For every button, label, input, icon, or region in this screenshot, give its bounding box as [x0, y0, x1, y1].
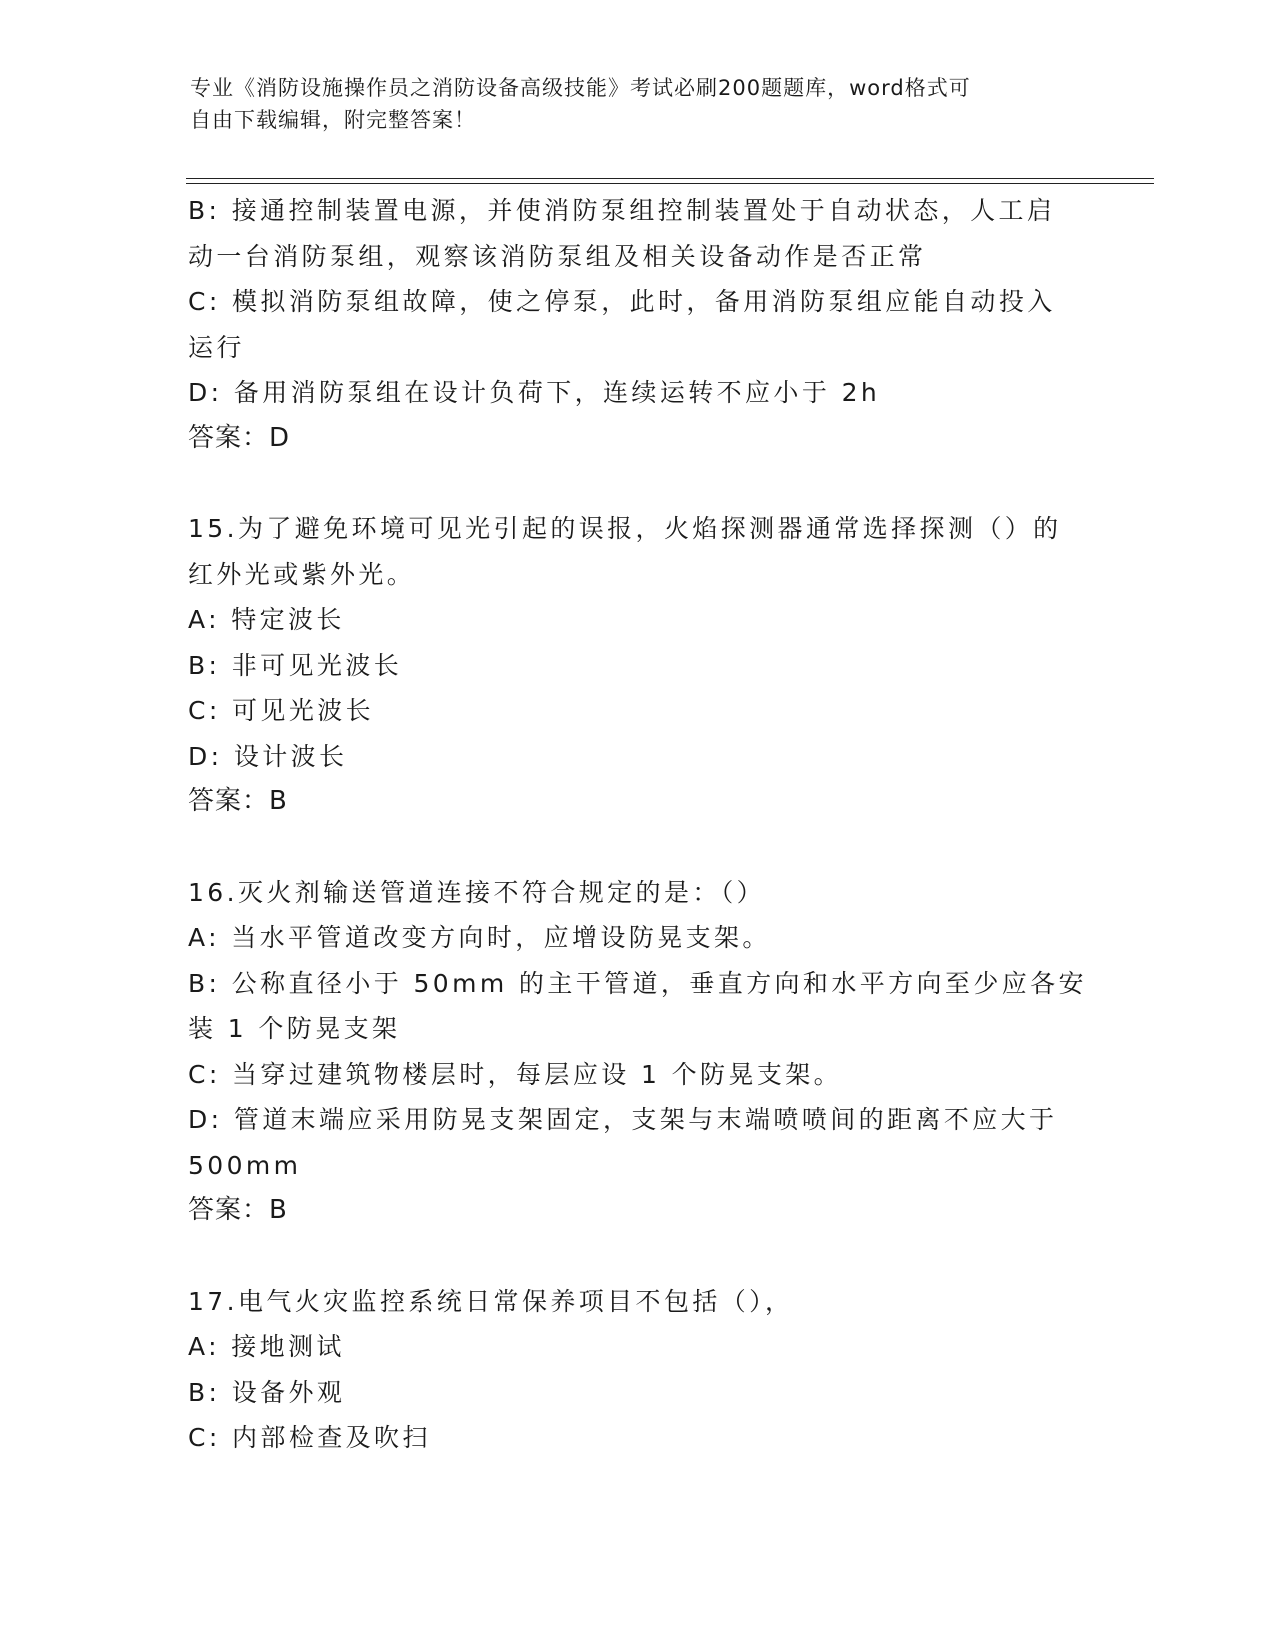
question-15 — [188, 506, 1088, 825]
answer: 答案：B — [188, 1195, 288, 1225]
answer: 答案：D — [188, 422, 291, 453]
question-14-continued — [188, 188, 1088, 461]
question-16 — [188, 870, 1088, 1234]
option-c-line-2: 运行 — [188, 332, 245, 362]
option-b-line-1: B: 接通控制装置电源，并使消防泵组控制装置处于自动状态，人工启 — [188, 196, 1056, 225]
option-c: C: 当穿过建筑物楼层时，每层应设 1 个防晃支架。 — [188, 1059, 843, 1089]
option-d: D: 设计波长 — [188, 741, 348, 771]
option-c-line-1: C: 模拟消防泵组故障，使之停泵，此时，备用消防泵组应能自动投入 — [188, 287, 1056, 316]
option-b-line-2: 装 1 个防晃支架 — [188, 1014, 401, 1043]
option-b: B: 非可见光波长 — [188, 650, 403, 680]
document-body — [188, 188, 1088, 1461]
answer: 答案：B — [188, 786, 288, 816]
option-c: C: 内部检查及吹扫 — [188, 1423, 431, 1452]
option-d-line-2: 500mm — [188, 1150, 302, 1180]
question-stem: 16.灭火剂输送管道连接不符合规定的是：（） — [188, 877, 766, 907]
header-line-1: 专业《消防设施操作员之消防设备高级技能》考试必刷200题题库，word格式可 — [190, 76, 971, 100]
option-a: A: 特定波长 — [188, 605, 345, 634]
option-a: A: 当水平管道改变方向时，应增设防晃支架。 — [188, 923, 771, 952]
option-b: B: 设备外观 — [188, 1377, 346, 1407]
header-double-rule — [186, 178, 1154, 184]
question-stem-line-1: 15.为了避免环境可见光引起的误报，火焰探测器通常选择探测（）的 — [188, 514, 1062, 543]
question-stem: 17.电气火灾监控系统日常保养项目不包括（）， — [188, 1286, 794, 1316]
option-a: A: 接地测试 — [188, 1332, 345, 1361]
question-17 — [188, 1279, 1088, 1461]
option-b-line-2: 动一台消防泵组，观察该消防泵组及相关设备动作是否正常 — [188, 241, 927, 271]
page-header — [190, 72, 1090, 136]
header-line-2: 自由下载编辑，附完整答案！ — [190, 108, 476, 132]
option-d: D: 备用消防泵组在设计负荷下，连续运转不应小于 2h — [188, 378, 881, 407]
question-stem-line-2: 红外光或紫外光。 — [188, 559, 416, 589]
option-c: C: 可见光波长 — [188, 696, 375, 725]
option-d-line-1: D: 管道末端应采用防晃支架固定，支架与末端喷喷间的距离不应大于 — [188, 1105, 1058, 1134]
option-b-line-1: B: 公称直径小于 50mm 的主干管道，垂直方向和水平方向至少应各安 — [188, 968, 1087, 998]
